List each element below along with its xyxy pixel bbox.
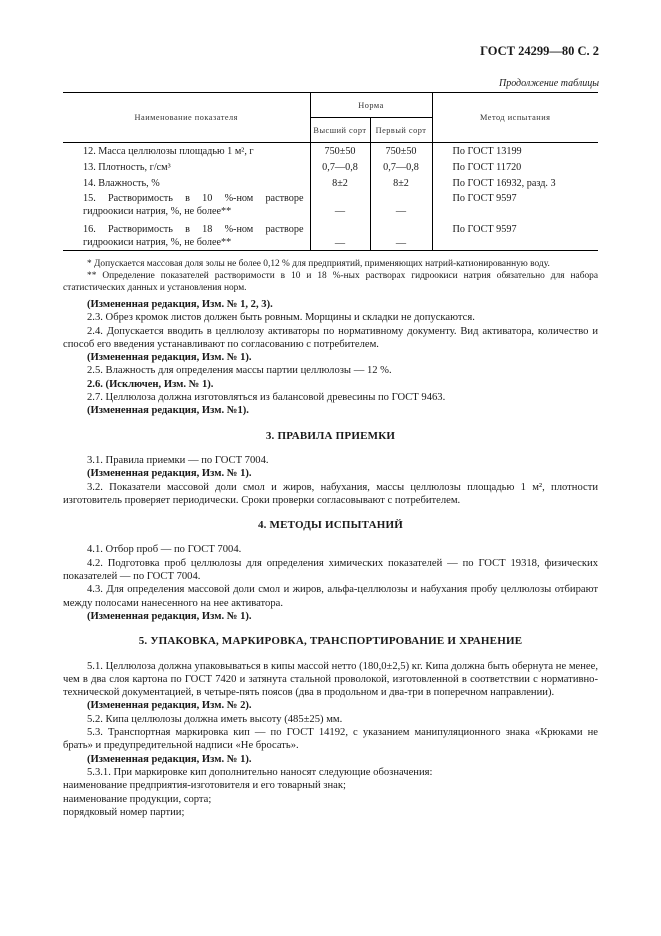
table-row: 15. Растворимость в 10 %-ном растворе гидроокиси натрия, %, не более** — — По ГОСТ 9597 xyxy=(63,190,598,218)
section-heading: 3. ПРАВИЛА ПРИЕМКИ xyxy=(265,429,396,442)
col-header-name: Наименование показателя xyxy=(63,93,310,143)
list-item: наименование предприятия-изготовителя и его товарный знак; xyxy=(63,780,346,792)
footnote: * Допускается массовая доля золы не более 0,12 % для предприятий, применяющих натрий-катионированную воду. xyxy=(87,259,550,269)
col-header-method: Метод испытания xyxy=(432,93,598,143)
revision-note: (Измененная редакция, Изм. № 2). xyxy=(87,700,252,712)
table-row: 14. Влажность, % 8±2 8±2 По ГОСТ 16932, разд. 3 xyxy=(63,174,598,190)
revision-note: (Измененная редакция, Изм. № 1). xyxy=(87,352,252,364)
paragraph-4-2: 4.2. Подготовка проб целлюлозы для определения химических показателей — по ГОСТ 19318, физических показателей — по ГОСТ 7004. xyxy=(63,557,598,583)
list-item: порядковый номер партии; xyxy=(63,806,185,818)
paragraph-3-1: 3.1. Правила приемки — по ГОСТ 7004. xyxy=(87,454,269,466)
indicators-table xyxy=(63,92,598,251)
document-body xyxy=(63,258,598,819)
paragraph-4-3: 4.3. Для определения массовой доли смол и жиров, альфа-целлюлозы и набухания пробу целлюлозы отбирают между полосами нанесенного на нее активатора. xyxy=(63,584,598,609)
paragraph-5-3-1: 5.3.1. При маркировке кип дополнительно наносят следующие обозначения: xyxy=(87,766,433,778)
document-code: ГОСТ 24299—80 С. 2 xyxy=(480,44,599,58)
col-header-first-grade: Первый сорт xyxy=(370,118,432,143)
col-header-top-grade: Высший сорт xyxy=(310,118,370,143)
table-row: 13. Плотность, г/см³ 0,7—0,8 0,7—0,8 По ГОСТ 11720 xyxy=(63,158,598,174)
list-item: наименование продукции, сорта; xyxy=(63,793,212,805)
revision-note: (Измененная редакция, Изм. №1). xyxy=(87,405,249,417)
paragraph-2-6: 2.6. (Исключен, Изм. № 1). xyxy=(87,378,214,390)
paragraph-2-3: 2.3. Обрез кромок листов должен быть ровным. Морщины и складки не допускаются. xyxy=(87,312,475,324)
revision-note: (Измененная редакция, Изм. № 1, 2, 3). xyxy=(87,299,273,310)
revision-note: (Измененная редакция, Изм. № 1). xyxy=(87,753,252,765)
section-heading: 4. МЕТОДЫ ИСПЫТАНИЙ xyxy=(257,519,404,532)
paragraph-5-1: 5.1. Целлюлоза должна упаковываться в кипы массой нетто (180,0±2,5) кг. Кипа должна быть обернута не менее, чем в два слоя картона по ГОСТ 7420 и затянута стальной проволокой, изготовленной в соответствии с нормативно-технической документацией, в четыре-пять поясов (два в продольном и два-три в поперечном направлении). xyxy=(63,660,598,699)
paragraph-5-3: 5.3. Транспортная маркировка кип — по ГОСТ 14192, с указанием манипуляционного знака «Крюками не брать» и предупредительной надписи «Не бросать». xyxy=(63,727,598,752)
table-continuation-label: Продолжение таблицы xyxy=(498,78,599,89)
paragraph-4-1: 4.1. Отбор проб — по ГОСТ 7004. xyxy=(87,544,242,556)
footnote: ** Определение показателей растворимости в 10 и 18 %-ных растворах гидроокиси натрия обязательно для набора статистических данных и установления норм. xyxy=(63,271,598,293)
paragraph-2-4: 2.4. Допускается вводить в целлюлозу активаторы по нормативному документу. Вид активатора, количество и способ его введения устанавливают по согласованию с потребителем. xyxy=(63,325,598,350)
revision-note: (Измененная редакция, Изм. № 1). xyxy=(87,610,252,622)
paragraph-2-7: 2.7. Целлюлоза должна изготовляться из балансовой древесины по ГОСТ 9463. xyxy=(87,392,446,404)
col-header-norm: Норма xyxy=(310,93,432,118)
paragraph-2-5: 2.5. Влажность для определения массы партии целлюлозы — 12 %. xyxy=(87,365,392,377)
paragraph-5-2: 5.2. Кипа целлюлозы должна иметь высоту (485±25) мм. xyxy=(87,713,343,725)
table-row: 12. Масса целлюлозы площадью 1 м², г 750±50 750±50 По ГОСТ 13199 xyxy=(63,143,598,159)
section-heading: 5. УПАКОВКА, МАРКИРОВКА, ТРАНСПОРТИРОВАНИЕ И ХРАНЕНИЕ xyxy=(138,635,523,648)
table-row: 16. Растворимость в 18 %-ном растворе гидроокиси натрия, %, не более** — — По ГОСТ 9597 xyxy=(63,218,598,251)
paragraph-3-2: 3.2. Показатели массовой доли смол и жиров, набухания, массы целлюлозы площадью 1 м², плотности изготовитель проверяет периодически. Сроки проверки согласовывают с потребителем. xyxy=(63,481,598,506)
revision-note: (Измененная редакция, Изм. № 1). xyxy=(87,468,252,480)
